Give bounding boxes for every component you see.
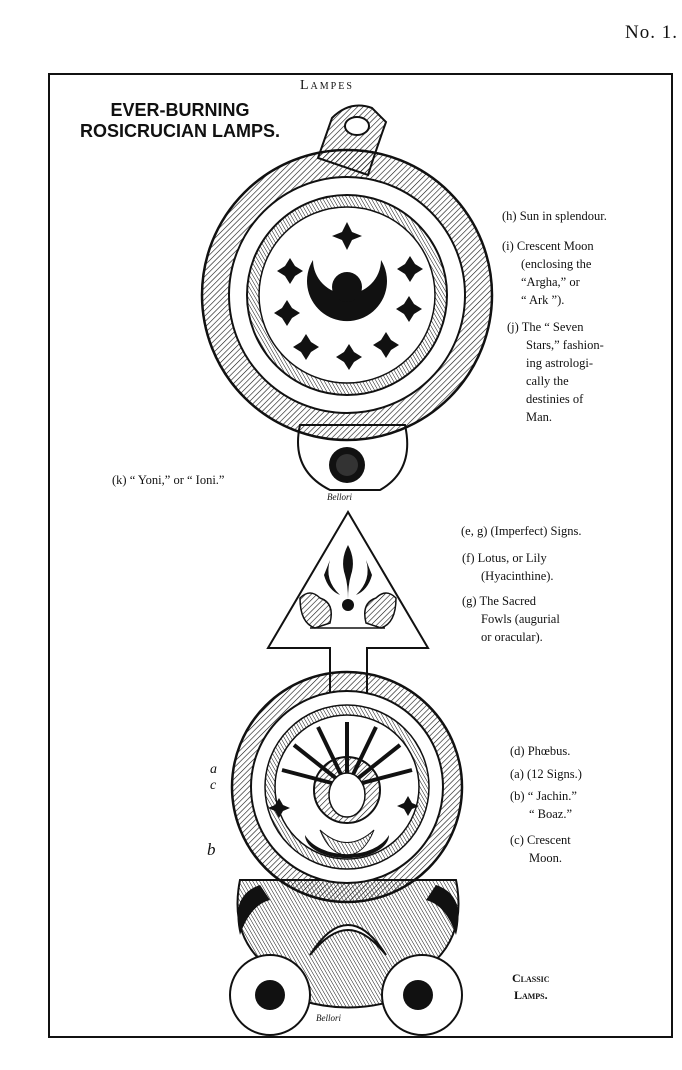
side-letter-c: c — [210, 778, 217, 793]
caption-h — [502, 207, 607, 225]
caption-c-line-1: (c) Crescent — [510, 833, 571, 847]
caption-k: (k) “ Yoni,” or “ Ioni.” — [112, 473, 225, 487]
caption-i — [502, 237, 594, 309]
caption-j-line-1: (j) The “ Seven — [507, 320, 584, 334]
caption-i-line-2: (enclosing the — [521, 257, 592, 271]
plate-number: No. 1. — [625, 22, 678, 43]
caption-j-line-6: Man. — [526, 410, 553, 424]
caption-a — [510, 765, 582, 783]
classic-line-2: Lamps. — [513, 988, 548, 1002]
caption-g-line-2: Fowls (augurial — [481, 612, 560, 626]
caption-g — [462, 592, 560, 646]
caption-j-line-4: cally the — [526, 374, 569, 388]
caption-eg-line-1: (e, g) (Imperfect) Signs. — [461, 524, 582, 538]
side-letter-a: a — [210, 762, 217, 777]
classic-lamps-label — [512, 970, 550, 1004]
caption-b-line-1: (b) “ Jachin.” — [510, 789, 577, 803]
lower-lamp — [230, 512, 462, 1035]
caption-h-line-1: (h) Sun in splendour. — [502, 209, 607, 223]
heading-line-1: EVER-BURNING — [110, 100, 250, 120]
classic-line-1: Classic — [512, 971, 550, 985]
caption-c-line-2: Moon. — [529, 851, 562, 865]
caption-b — [510, 787, 577, 823]
caption-eg — [461, 522, 581, 540]
caption-i-line-3: “Argha,” or — [521, 275, 580, 289]
caption-j-line-5: destinies of — [526, 392, 584, 406]
caption-f — [462, 549, 554, 585]
caption-f-line-1: (f) Lotus, or Lily — [462, 551, 547, 565]
caption-i-line-1: (i) Crescent Moon — [502, 239, 594, 253]
caption-d-line-1: (d) Phœbus. — [510, 744, 571, 758]
caption-b-line-2: “ Boaz.” — [529, 807, 573, 821]
upper-lamp — [202, 106, 492, 490]
caption-f-line-2: (Hyacinthine). — [481, 569, 554, 583]
caption-d — [510, 742, 570, 760]
caption-j-line-2: Stars,” fashion- — [526, 338, 604, 352]
caption-a-line-1: (a) (12 Signs.) — [510, 767, 582, 781]
caption-g-line-3: or oracular). — [481, 630, 543, 644]
plate-title: Lampes — [300, 78, 354, 93]
caption-g-line-1: (g) The Sacred — [462, 594, 537, 608]
engraver-signature-top: Bellori — [327, 492, 352, 502]
heading-line-2: ROSICRUCIAN LAMPS. — [80, 121, 281, 141]
caption-i-line-4: “ Ark ”). — [521, 293, 565, 307]
caption-j-line-3: ing astrologi- — [526, 356, 594, 370]
caption-c — [510, 831, 571, 867]
side-letter-b: b — [207, 840, 216, 859]
caption-j — [507, 318, 604, 426]
engraver-signature-bottom: Bellori — [316, 1013, 341, 1023]
